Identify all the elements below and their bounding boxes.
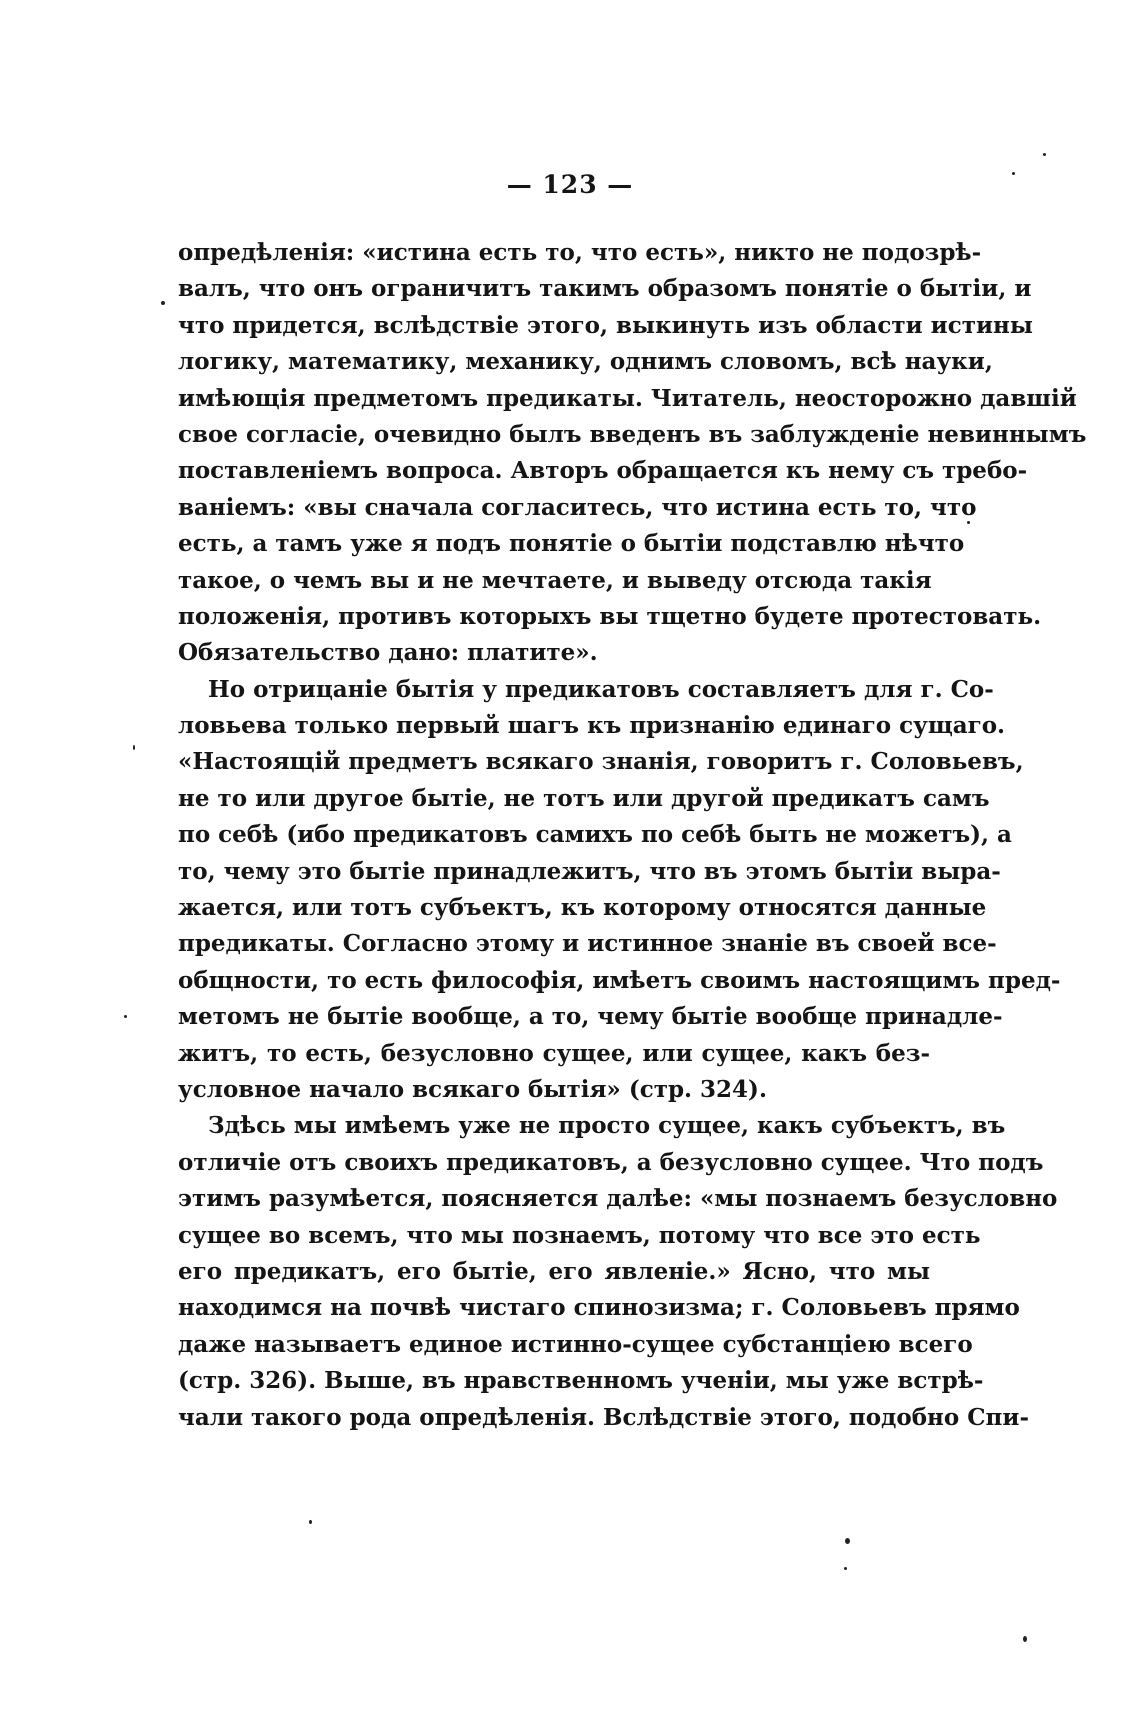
text-line: его предикатъ, его бытіе, его явленіе.» Ясно, что мы — [178, 1257, 930, 1285]
scan-speck — [124, 1015, 127, 1018]
scan-speck — [1012, 172, 1015, 175]
text-line: поставленіемъ вопроса. Авторъ обращается къ нему съ требо- — [178, 457, 1028, 485]
text-line: даже называетъ единое истинно-сущее субстанціею всего — [178, 1330, 973, 1358]
text-line: жается, или тотъ субъектъ, къ которому относятся данные — [178, 894, 987, 922]
text-line: имѣющія предметомъ предикаты. Читатель, неосторожно давшій — [178, 384, 1077, 412]
paragraph-start-line: Здѣсь мы имѣемъ уже не просто сущее, какъ субъектъ, въ — [208, 1112, 1006, 1140]
text-line: не то или другое бытіе, не тотъ или другой предикатъ самъ — [178, 784, 990, 812]
text-line: находимся на почвѣ чистаго спинозизма; г. Соловьевъ прямо — [178, 1294, 1020, 1322]
text-line: опредѣленія: «истина есть то, что есть», никто не подозрѣ- — [178, 239, 982, 266]
text-line: ваніемъ: «вы сначала согласитесь, что истина есть то, что — [178, 493, 977, 521]
text-line: то, чему это бытіе принадлежитъ, что въ этомъ бытіи выра- — [178, 857, 1001, 885]
text-line: этимъ разумѣется, поясняется далѣе: «мы познаемъ безусловно — [178, 1185, 1058, 1213]
text-line: есть, а тамъ уже я подъ понятіе о бытіи подставлю нѣчто — [178, 530, 965, 558]
paragraph-start-line: Но отрицаніе бытія у предикатовъ составляетъ для г. Со- — [208, 675, 994, 703]
body-text — [178, 235, 1087, 1436]
scan-speck — [161, 301, 165, 305]
text-line: общности, то есть философія, имѣетъ своимъ настоящимъ пред- — [178, 966, 1061, 994]
scan-speck — [133, 745, 135, 750]
scan-speck — [1043, 153, 1046, 156]
text-line: положенія, противъ которыхъ вы тщетно будете протестовать. — [178, 602, 1042, 630]
text-line: свое согласіе, очевидно былъ введенъ въ заблужденіе невиннымъ — [178, 420, 1087, 448]
text-line: логику, математику, механику, однимъ словомъ, всѣ науки, — [178, 348, 993, 376]
text-line: ловьева только первый шагъ къ признанію единаго сущаго. — [178, 712, 1006, 740]
page-number: — 123 — — [506, 170, 634, 199]
text-line: отличіе отъ своихъ предикатовъ, а безусловно сущее. Что подъ — [178, 1148, 1044, 1176]
scan-speck — [1023, 1636, 1027, 1642]
text-line: Обязательство дано: платите». — [178, 639, 598, 667]
text-line: житъ, то есть, безусловно сущее, или сущее, какъ без- — [178, 1039, 930, 1067]
text-line: такое, о чемъ вы и не мечтаете, и выведу отсюда такія — [178, 566, 932, 594]
scan-speck — [844, 1567, 847, 1570]
text-line: валъ, что онъ ограничитъ такимъ образомъ понятіе о бытіи, и — [178, 275, 1032, 303]
text-line: условное начало всякаго бытія» (стр. 324). — [178, 1075, 767, 1103]
text-line: предикаты. Согласно этому и истинное знаніе въ своей все- — [178, 930, 997, 958]
scan-speck — [845, 1538, 850, 1544]
text-line: по себѣ (ибо предикатовъ самихъ по себѣ быть не можетъ), а — [178, 821, 1012, 849]
scan-speck — [967, 521, 970, 524]
text-line: чали такого рода опредѣленія. Вслѣдствіе этого, подобно Спи- — [178, 1403, 1029, 1431]
text-line: сущее во всемъ, что мы познаемъ, потому что все это есть — [178, 1221, 981, 1249]
scan-speck — [309, 1520, 312, 1524]
text-line: что придется, вслѣдствіе этого, выкинуть изъ области истины — [178, 311, 1033, 339]
text-line: (стр. 326). Выше, въ нравственномъ ученіи, мы уже встрѣ- — [178, 1367, 984, 1395]
text-line: метомъ не бытіе вообще, а то, чему бытіе вообще принадле- — [178, 1003, 1003, 1031]
text-line: «Настоящій предметъ всякаго знанія, говоритъ г. Соловьевъ, — [178, 748, 1024, 776]
